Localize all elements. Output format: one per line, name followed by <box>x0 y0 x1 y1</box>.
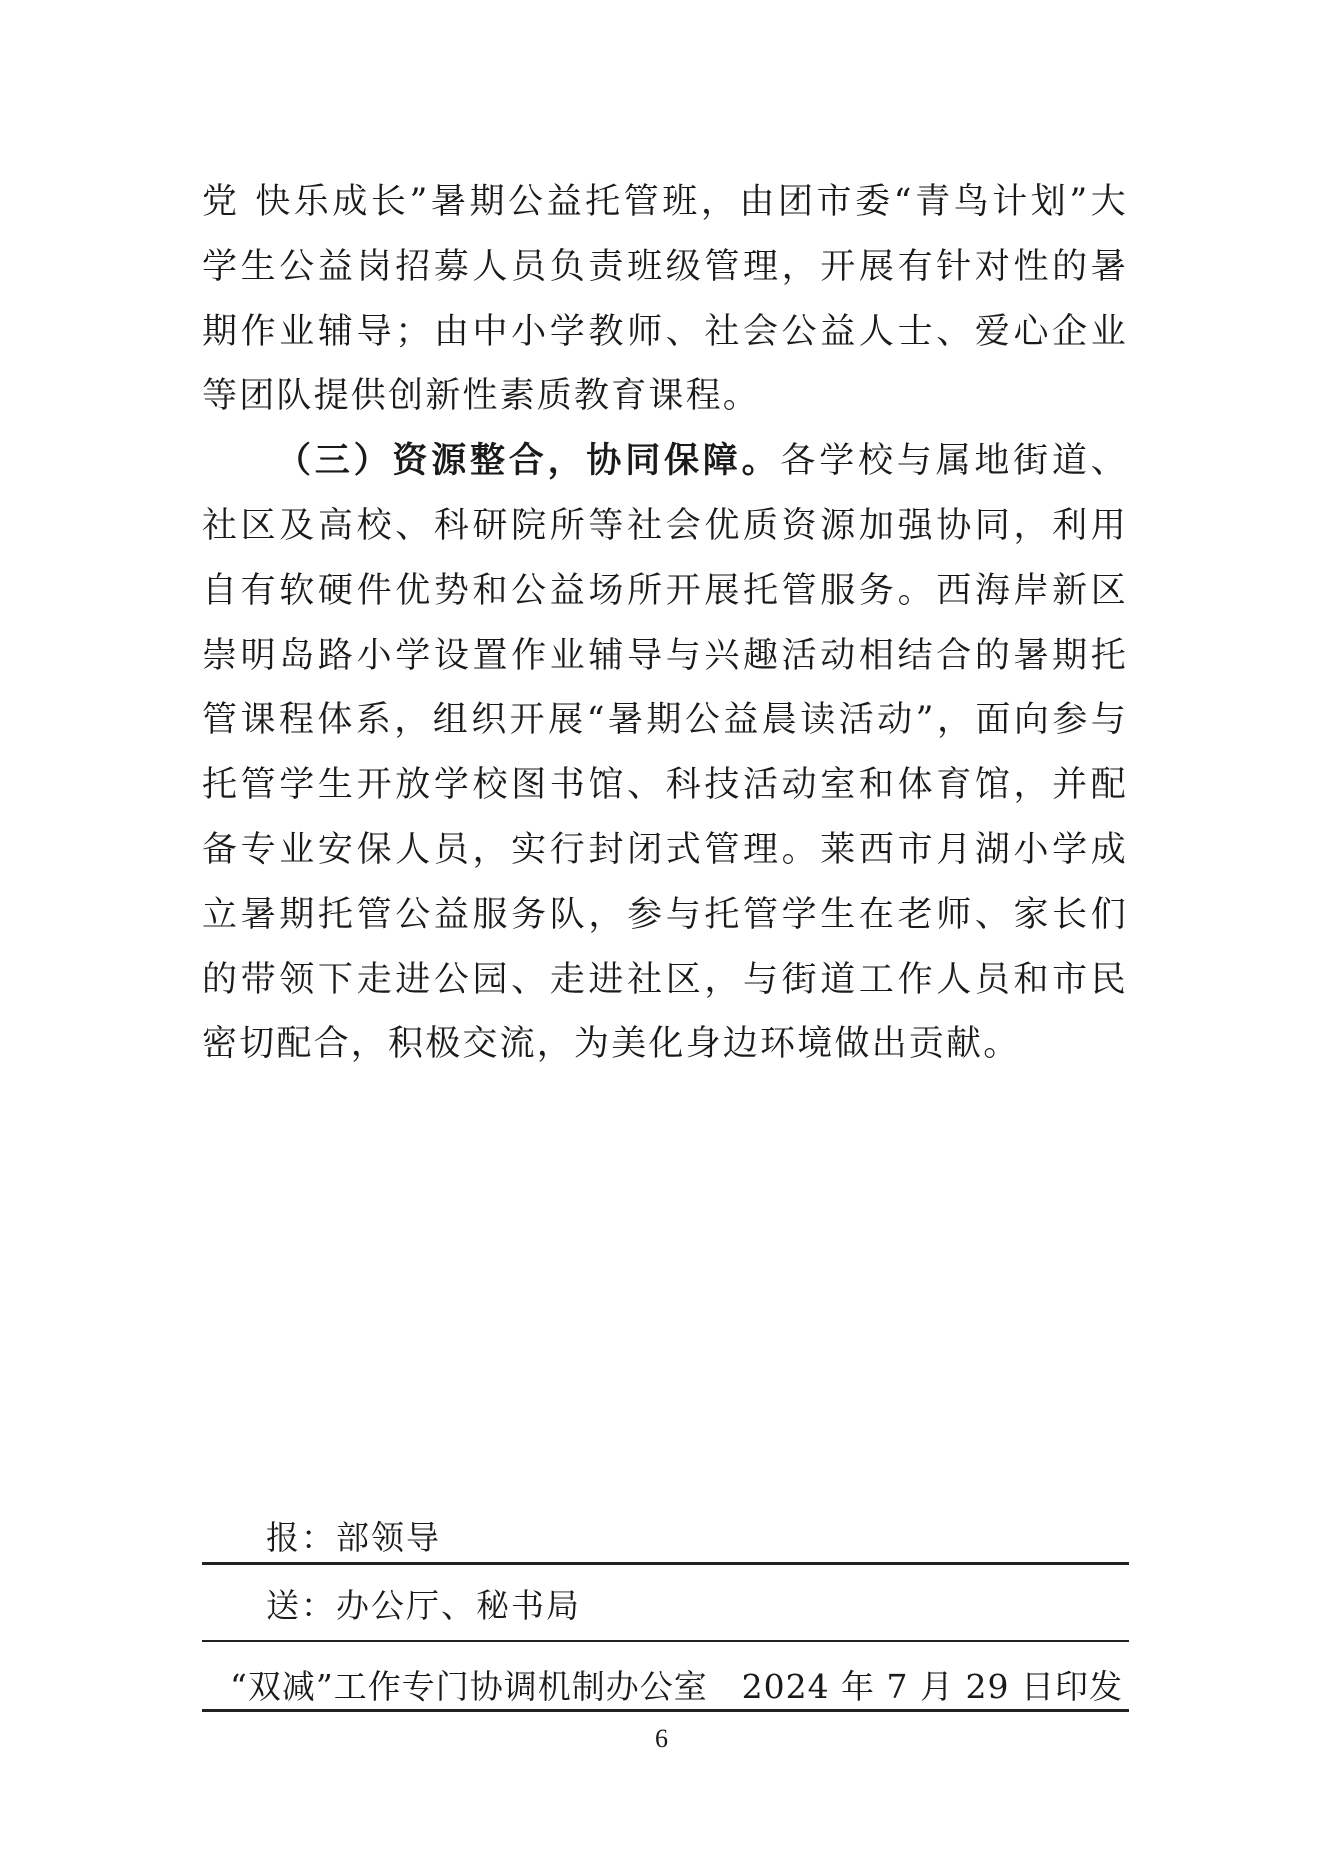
paragraph-continuation: 党 快乐成长”暑期公益托管班，由团市委“青鸟计划”大学生公益岗招募人员负责班级管理，开展有针对性的暑期作业辅导；由中小学教师、社会公益人士、爱心企业等团队提供创新性素质教育课程。 <box>202 182 1128 417</box>
footer-top-rule <box>202 1640 1129 1642</box>
paragraph-heading: （三）资源整合，协同保障。 <box>276 440 781 482</box>
body-text <box>202 170 1128 1077</box>
page-number: 6 <box>655 1724 668 1753</box>
send-value: 办公厅、秘书局 <box>336 1586 581 1625</box>
send-line <box>266 1580 581 1627</box>
distribution-top-rule <box>202 1562 1129 1565</box>
send-label: 送： <box>266 1586 336 1625</box>
report-value: 部领导 <box>336 1518 441 1557</box>
paragraph-text: 各学校与属地街道、社区及高校、科研院所等社会优质资源加强协同，利用自有软硬件优势和公益场所开展托管服务。西海岸新区崇明岛路小学设置作业辅导与兴趣活动相结合的暑期托管课程体系，组织开展“暑期公益晨读活动”，面向参与托管学生开放学校图书馆、科技活动室和体育馆，并配备专业安保人员，实行封闭式管理。莱西市月湖小学成立暑期托管公益服务队，参与托管学生在老师、家长们的带领下走进公园、走进社区，与街道工作人员和市民密切配合，积极交流，为美化身边环境做出贡献。 <box>202 441 1128 1065</box>
issuer-name: “双减”工作专门协调机制办公室 <box>230 1667 708 1706</box>
footer-bottom-rule <box>202 1709 1129 1712</box>
issue-date: 2024 年 7 月 29 日印发 <box>741 1667 1123 1706</box>
paragraph-resource-integration <box>202 429 1128 1077</box>
report-label: 报： <box>266 1518 336 1557</box>
report-line <box>266 1512 441 1559</box>
